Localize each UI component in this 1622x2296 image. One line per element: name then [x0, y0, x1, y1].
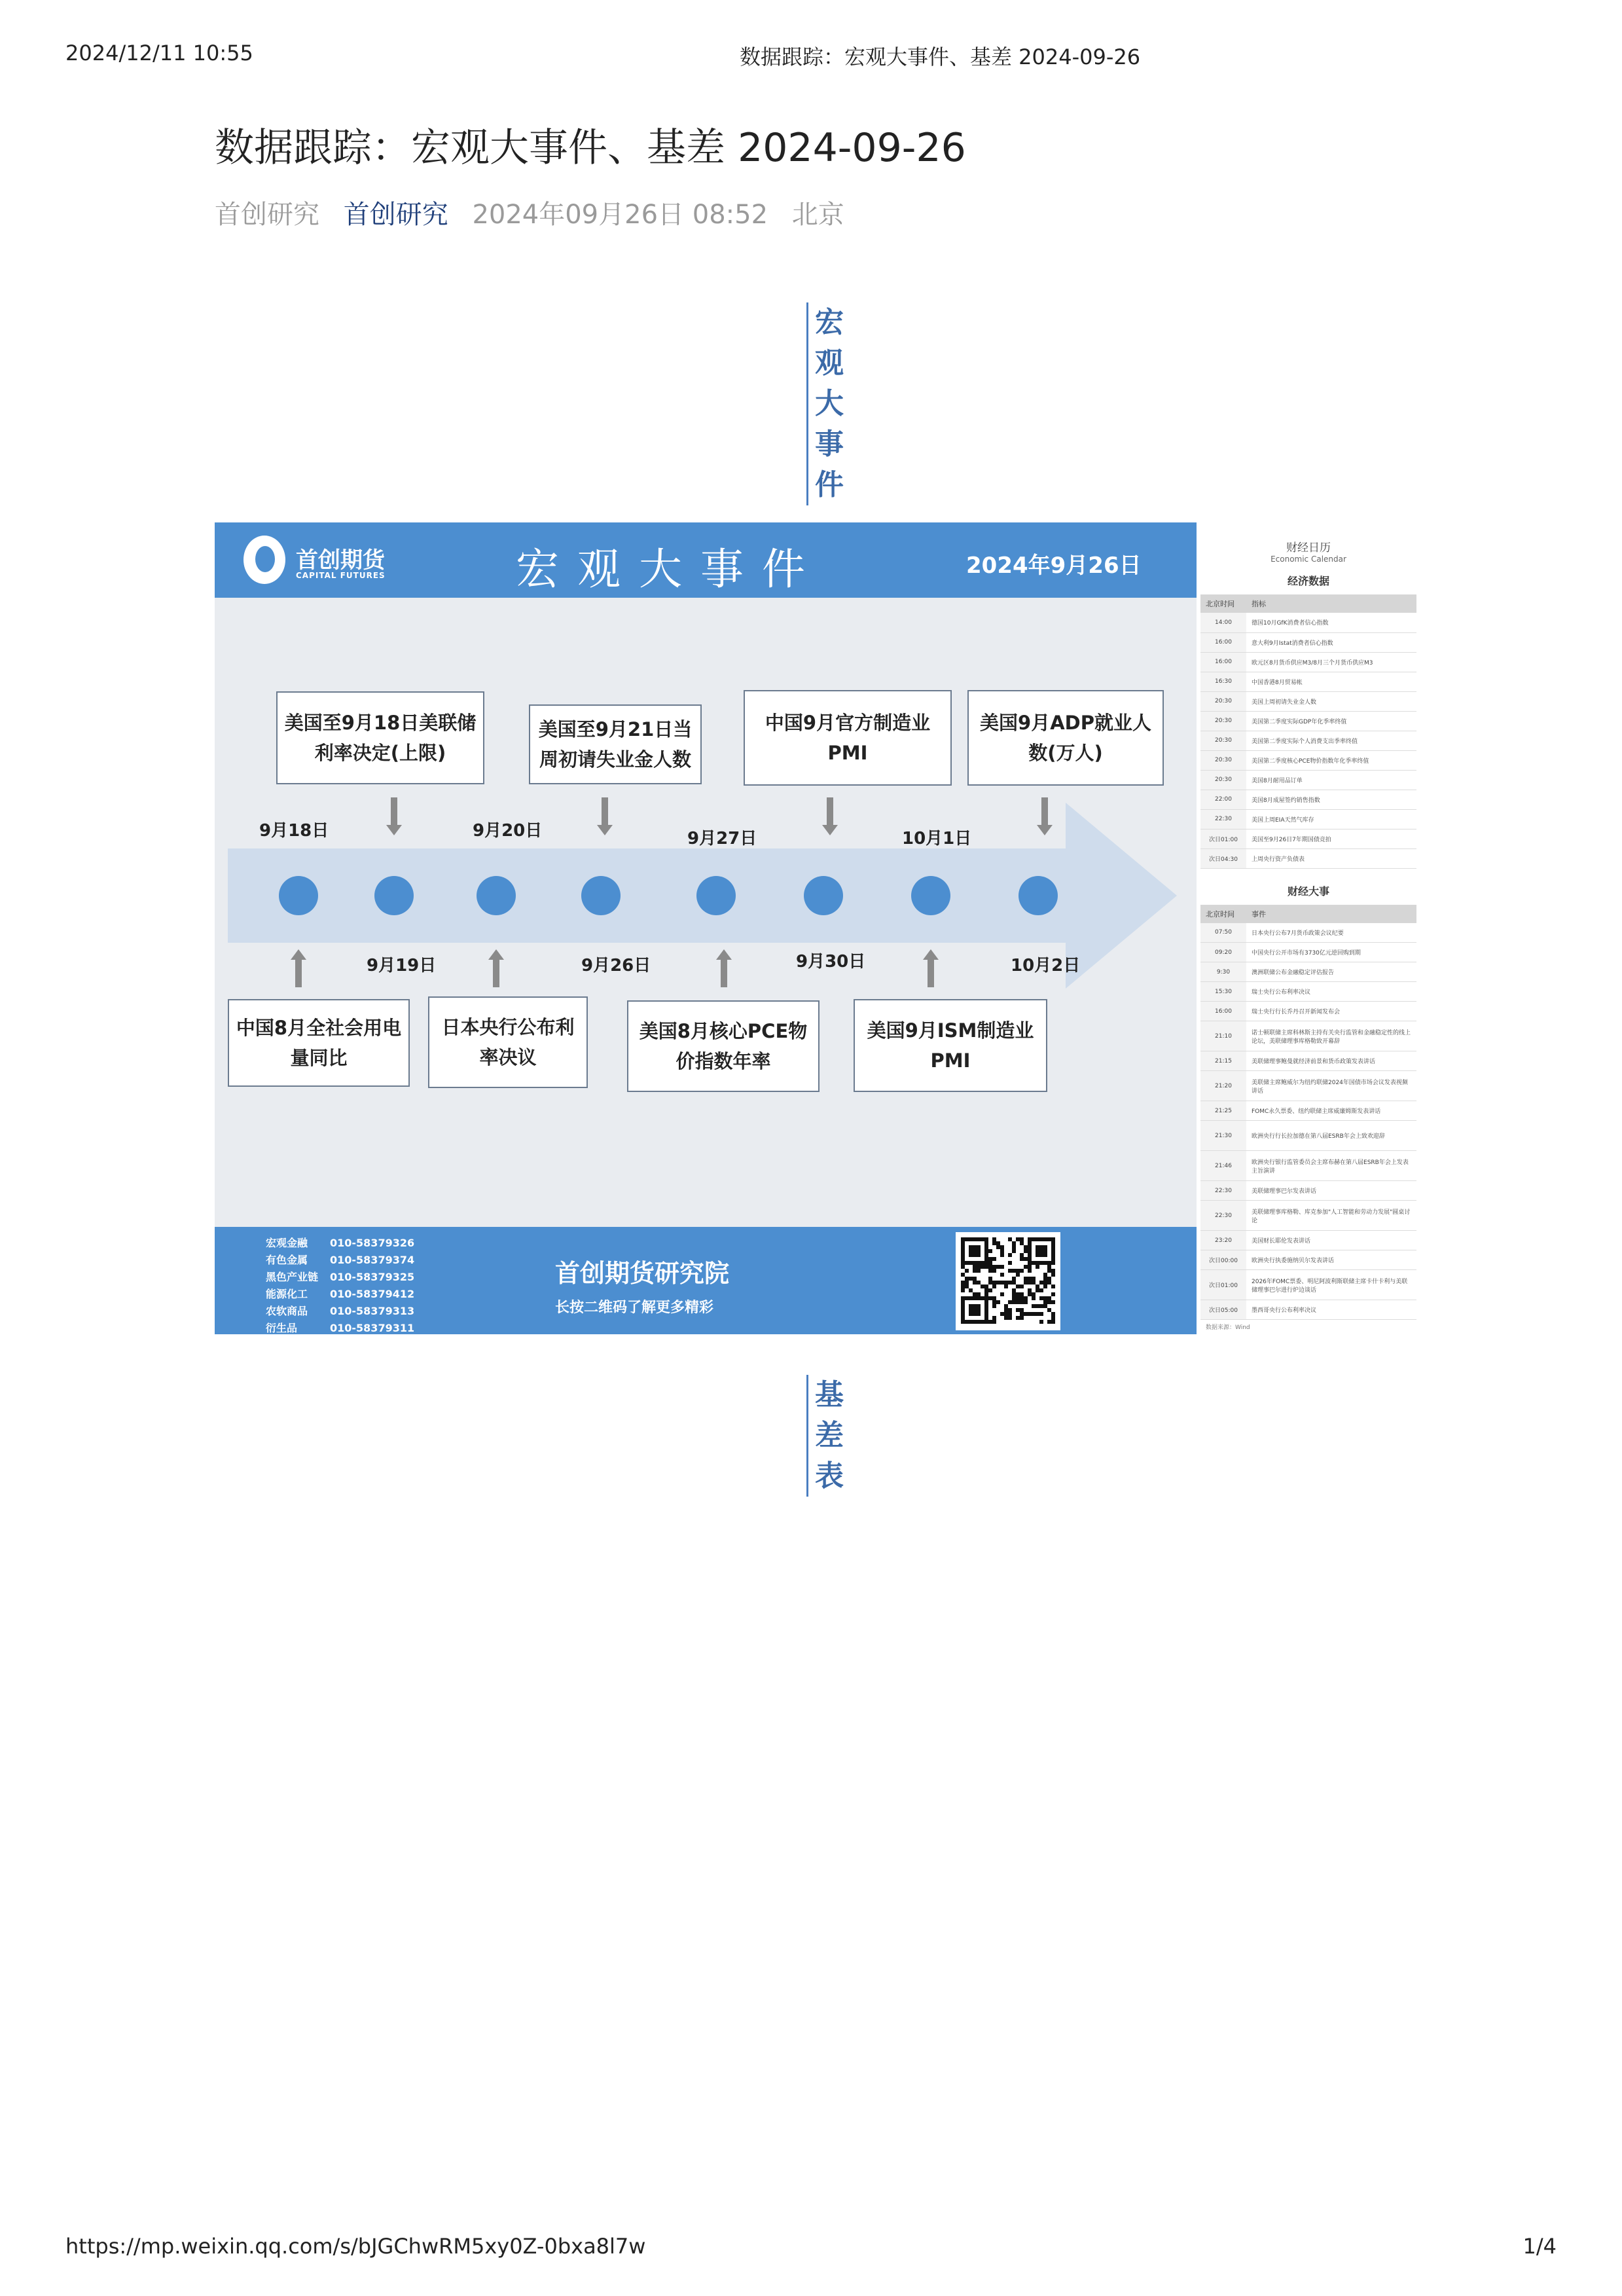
- contact-row: [266, 1252, 414, 1269]
- infographic-date: 2024年9月26日: [966, 553, 1142, 579]
- financial-event-row: [1200, 982, 1416, 1002]
- economic-data-row: [1200, 848, 1416, 868]
- economic-data-row: [1200, 770, 1416, 790]
- contact-phone: 010-58379311: [330, 1322, 415, 1334]
- section-tag-macro: [806, 302, 844, 505]
- row-item: 日本央行公布7月货币政策会议纪要: [1246, 923, 1416, 943]
- contact-department: 衍生品: [266, 1322, 298, 1334]
- row-time: 16:00: [1200, 1002, 1246, 1021]
- row-time: 15:30: [1200, 982, 1246, 1002]
- row-time: 20:30: [1200, 750, 1246, 770]
- up-arrow-icon: [716, 949, 732, 987]
- financial-event-row: [1200, 1231, 1416, 1250]
- calendar-events-section-title: 财经大事: [1287, 884, 1329, 898]
- contact-department: 宏观金融: [266, 1237, 308, 1249]
- row-item: 瑞士央行公布利率决议: [1246, 982, 1416, 1002]
- timeline-dot: [374, 876, 414, 915]
- financial-event-row: [1200, 1051, 1416, 1071]
- section-tag-char: 件: [815, 468, 844, 501]
- row-item: 中国香港8月贸易帐: [1246, 672, 1416, 691]
- economic-data-row: [1200, 750, 1416, 770]
- row-time: 9:30: [1200, 962, 1246, 982]
- section-tag-char: 基: [815, 1378, 844, 1412]
- contact-row: [266, 1303, 414, 1320]
- financial-event-row: [1200, 1151, 1416, 1181]
- economic-data-row: [1200, 652, 1416, 672]
- contact-row: [266, 1320, 414, 1334]
- row-time: 22:30: [1200, 809, 1246, 829]
- print-page-title: 数据跟踪：宏观大事件、基差 2024-09-26: [740, 45, 1141, 69]
- row-time: 21:46: [1200, 1151, 1246, 1181]
- row-time: 16:00: [1200, 652, 1246, 672]
- event-box-top-3: 中国9月官方制造业PMI: [744, 690, 952, 786]
- calendar-subtitle: Economic Calendar: [1271, 555, 1346, 564]
- row-item: 2026年FOMC票委、明尼阿波利斯联储主席卡什卡利与美联储理事巴尔进行炉边谈话: [1246, 1270, 1416, 1300]
- row-time: 14:00: [1200, 613, 1246, 632]
- economic-data-row: [1200, 691, 1416, 711]
- row-item: 美国至9月26日7年期国债竞拍: [1246, 829, 1416, 848]
- event-box-bottom-3: 美国8月核心PCE物价指数年率: [627, 1000, 820, 1092]
- section-tag-char: 表: [815, 1459, 844, 1493]
- account-name-link[interactable]: 首创研究: [343, 200, 448, 230]
- up-arrow-icon: [488, 949, 504, 987]
- contact-phone: 010-58379412: [330, 1288, 415, 1300]
- row-item: 美联储理事鲍曼就经济前景和货币政策发表讲话: [1246, 1051, 1416, 1071]
- row-time: 16:00: [1200, 632, 1246, 652]
- row-item: 瑞士央行行长乔丹召开新闻发布会: [1246, 1002, 1416, 1021]
- contact-department: 农软商品: [266, 1305, 308, 1317]
- logo-text-en: CAPITAL FUTURES: [296, 571, 386, 580]
- date-label-bottom: 9月26日: [581, 956, 651, 975]
- row-time: 次日00:00: [1200, 1250, 1246, 1270]
- date-label-bottom: 9月30日: [796, 952, 866, 972]
- financial-event-row: [1200, 1002, 1416, 1021]
- event-box-bottom-4: 美国9月ISM制造业PMI: [854, 999, 1047, 1092]
- section-tag-basis: [806, 1375, 844, 1497]
- financial-event-row: [1200, 923, 1416, 943]
- economic-data-row: [1200, 613, 1416, 632]
- col-header-event: 事件: [1246, 905, 1416, 923]
- row-item: 美联储理事巴尔发表讲话: [1246, 1181, 1416, 1201]
- contact-phone: 010-58379326: [330, 1237, 415, 1249]
- row-item: 中国央行公开市场有3730亿元逆回购到期: [1246, 943, 1416, 962]
- economic-data-row: [1200, 731, 1416, 750]
- row-item: 美国财长耶伦发表讲话: [1246, 1231, 1416, 1250]
- event-box-bottom-1: 中国8月全社会用电量同比: [228, 999, 410, 1087]
- print-datetime: 2024/12/11 10:55: [65, 41, 253, 65]
- row-item: 美国第二季度核心PCE物价指数年化季率终值: [1246, 750, 1416, 770]
- footer-title: 首创期货研究院: [555, 1259, 730, 1288]
- economic-data-row: [1200, 632, 1416, 652]
- contact-phone: 010-58379313: [330, 1305, 415, 1317]
- col-header-time: 北京时间: [1200, 594, 1246, 613]
- row-item: 欧洲央行银行监管委员会主席布赫在第八届ESRB年会上发表主旨演讲: [1246, 1151, 1416, 1181]
- financial-event-row: [1200, 1300, 1416, 1320]
- row-item: FOMC永久票委、纽约联储主席威廉姆斯发表讲话: [1246, 1101, 1416, 1121]
- economic-data-row: [1200, 711, 1416, 731]
- row-time: 07:50: [1200, 923, 1246, 943]
- row-time: 23:20: [1200, 1231, 1246, 1250]
- contact-list: [266, 1235, 414, 1334]
- contact-phone: 010-58379374: [330, 1254, 415, 1266]
- publish-location: 北京: [791, 200, 844, 230]
- qr-code-pattern: [961, 1237, 1055, 1325]
- row-time: 21:25: [1200, 1101, 1246, 1121]
- row-time: 22:30: [1200, 1181, 1246, 1201]
- row-item: 美联储主席鲍威尔为纽约联储2024年国债市场会议发表视频讲话: [1246, 1071, 1416, 1101]
- contact-row: [266, 1235, 414, 1252]
- row-time: 次日01:00: [1200, 829, 1246, 848]
- date-label-top: 10月1日: [902, 829, 972, 848]
- event-box-top-4: 美国9月ADP就业人数(万人): [967, 690, 1164, 786]
- row-item: 意大利9月Istat消费者信心指数: [1246, 632, 1416, 652]
- section-tag-char: 大: [815, 387, 844, 420]
- row-time: 20:30: [1200, 770, 1246, 790]
- row-time: 16:30: [1200, 672, 1246, 691]
- row-item: 上周央行资产负债表: [1246, 848, 1416, 868]
- calendar-title: 财经日历: [1286, 541, 1331, 555]
- macro-events-infographic: [215, 522, 1197, 1334]
- article-meta: [215, 194, 860, 231]
- financial-event-row: [1200, 943, 1416, 962]
- contact-department: 有色金属: [266, 1254, 308, 1266]
- calendar-source: 数据来源：Wind: [1206, 1324, 1250, 1331]
- economic-data-table: [1200, 594, 1416, 869]
- section-tag-char: 差: [815, 1419, 844, 1452]
- financial-event-row: [1200, 1201, 1416, 1231]
- timeline-dot: [279, 876, 318, 915]
- infographic-title: 宏观大事件: [516, 544, 823, 594]
- financial-event-row: [1200, 1270, 1416, 1300]
- section-tag-char: 观: [815, 346, 844, 380]
- qr-code-icon[interactable]: [956, 1232, 1060, 1330]
- print-page-number: 1/4: [1523, 2234, 1557, 2259]
- event-box-top-2: 美国至9月21日当周初请失业金人数: [529, 704, 702, 784]
- row-item: 欧元区8月货币供应M3/8月三个月货币供应M3: [1246, 652, 1416, 672]
- down-arrow-icon: [1037, 797, 1053, 835]
- row-item: 美国第二季度实际个人消费支出季率终值: [1246, 731, 1416, 750]
- down-arrow-icon: [386, 797, 402, 835]
- article-author: 首创研究: [215, 200, 319, 230]
- col-header-indicator: 指标: [1246, 594, 1416, 613]
- row-time: 次日05:00: [1200, 1300, 1246, 1320]
- financial-event-row: [1200, 1021, 1416, 1051]
- contact-phone: 010-58379325: [330, 1271, 415, 1283]
- event-box-top-1: 美国至9月18日美联储利率决定(上限): [276, 691, 484, 784]
- row-time: 09:20: [1200, 943, 1246, 962]
- timeline-dot: [1018, 876, 1058, 915]
- calendar-data-section-title: 经济数据: [1287, 575, 1329, 587]
- date-label-top: 9月20日: [473, 821, 543, 841]
- date-label-bottom: 10月2日: [1011, 956, 1081, 975]
- row-time: 22:00: [1200, 790, 1246, 809]
- down-arrow-icon: [822, 797, 838, 835]
- row-item: 欧洲央行执委施纳贝尔发表讲话: [1246, 1250, 1416, 1270]
- row-time: 21:10: [1200, 1021, 1246, 1051]
- row-time: 20:30: [1200, 731, 1246, 750]
- row-time: 20:30: [1200, 691, 1246, 711]
- print-url: https://mp.weixin.qq.com/s/bJGChwRM5xy0Z-0bxa8l7w: [65, 2234, 646, 2259]
- event-box-bottom-2: 日本央行公布利率决议: [428, 996, 588, 1088]
- financial-event-row: [1200, 1071, 1416, 1101]
- row-item: 美国8月耐用品订单: [1246, 770, 1416, 790]
- timeline-dot: [477, 876, 516, 915]
- economic-data-row: [1200, 790, 1416, 809]
- timeline-dot: [804, 876, 843, 915]
- financial-event-row: [1200, 1101, 1416, 1121]
- row-item: 墨西哥央行公布利率决议: [1246, 1300, 1416, 1320]
- row-time: 21:20: [1200, 1071, 1246, 1101]
- row-item: 澳洲联储公布金融稳定评估报告: [1246, 962, 1416, 982]
- contact-department: 黑色产业链: [266, 1271, 319, 1283]
- row-item: 美联储理事库格勒、库克参加"人工智能和劳动力发展"圆桌讨论: [1246, 1201, 1416, 1231]
- contact-row: [266, 1286, 414, 1303]
- contact-row: [266, 1269, 414, 1286]
- footer-subtitle: 长按二维码了解更多精彩: [555, 1300, 714, 1316]
- financial-event-row: [1200, 1121, 1416, 1151]
- date-label-top: 9月18日: [259, 821, 329, 841]
- timeline-dot: [696, 876, 736, 915]
- economic-data-row: [1200, 809, 1416, 829]
- financial-event-row: [1200, 1181, 1416, 1201]
- economic-calendar-panel: [1197, 522, 1420, 1334]
- row-item: 德国10月GfK消费者信心指数: [1246, 613, 1416, 632]
- row-time: 次日04:30: [1200, 848, 1246, 868]
- timeline-dot: [911, 876, 950, 915]
- row-item: 诺士顿联储主席科林斯主持有关央行监管和金融稳定性的线上论坛，美联储理事库格勒致开幕辞: [1246, 1021, 1416, 1051]
- timeline-dot: [581, 876, 621, 915]
- down-arrow-icon: [597, 797, 613, 835]
- economic-data-row: [1200, 829, 1416, 848]
- row-item: 美国8月成屋签约销售指数: [1246, 790, 1416, 809]
- row-time: 次日01:00: [1200, 1270, 1246, 1300]
- publish-datetime: 2024年09月26日 08:52: [472, 200, 768, 230]
- infographic-footer: [215, 1227, 1197, 1334]
- up-arrow-icon: [923, 949, 939, 987]
- logo-text-cn: 首创期货: [296, 547, 385, 574]
- row-item: 美国上周初请失业金人数: [1246, 691, 1416, 711]
- row-time: 21:30: [1200, 1121, 1246, 1151]
- row-time: 22:30: [1200, 1201, 1246, 1231]
- financial-event-row: [1200, 1250, 1416, 1270]
- date-label-bottom: 9月19日: [367, 956, 437, 975]
- row-item: 美国上周EIA天然气库存: [1246, 809, 1416, 829]
- article-title: 数据跟踪：宏观大事件、基差 2024-09-26: [215, 125, 966, 171]
- contact-department: 能源化工: [266, 1288, 308, 1300]
- timeline-arrow: [215, 522, 1197, 1227]
- col-header-time: 北京时间: [1200, 905, 1246, 923]
- row-item: 美国第二季度实际GDP年化季率终值: [1246, 711, 1416, 731]
- section-tag-char: 宏: [815, 306, 844, 339]
- row-time: 20:30: [1200, 711, 1246, 731]
- row-item: 欧洲央行行长拉加德在第八届ESRB年会上致欢迎辞: [1246, 1121, 1416, 1151]
- financial-event-row: [1200, 962, 1416, 982]
- section-tag-char: 事: [815, 428, 844, 461]
- up-arrow-icon: [291, 949, 306, 987]
- date-label-top: 9月27日: [687, 829, 757, 848]
- financial-events-table: [1200, 905, 1416, 1321]
- economic-data-row: [1200, 672, 1416, 691]
- row-time: 21:15: [1200, 1051, 1246, 1071]
